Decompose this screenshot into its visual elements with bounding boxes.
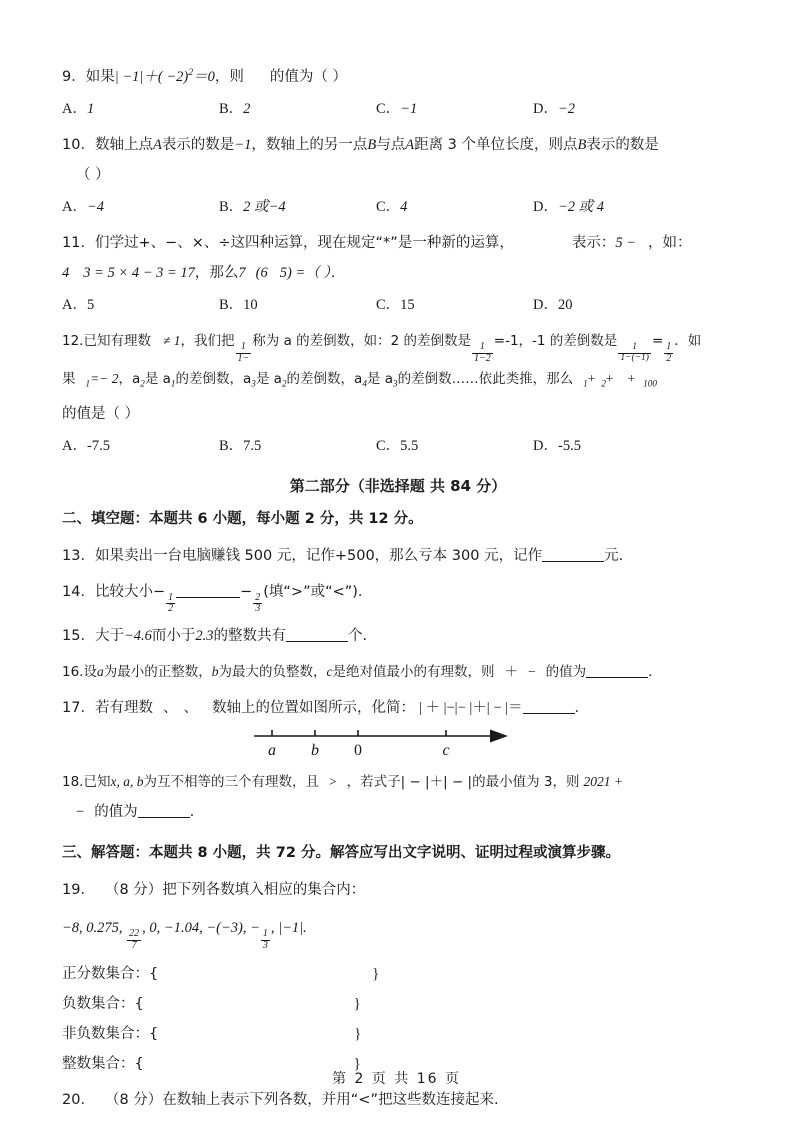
question-9 [62, 58, 734, 92]
question-12-line2 [62, 364, 734, 399]
option-d-value: −2 或 4 [557, 198, 605, 215]
question-12-l2-f: 是 a [255, 371, 282, 388]
question-11-line2-c: ，那么 [194, 264, 239, 281]
question-10-var-a: A [152, 136, 162, 153]
set-close-brace: } [372, 966, 380, 983]
option-c[interactable] [376, 431, 533, 461]
number-line-figure [62, 725, 734, 765]
q19-number-7: |−1|. [278, 919, 307, 936]
subscript-9: 2 [601, 378, 606, 389]
option-a-key: A． [62, 100, 87, 117]
section-two-heading: 二、填空题：本题共 6 小题，每小题 2 分，共 12 分。 [62, 510, 423, 527]
question-17-text-c: 、 [183, 699, 198, 716]
question-14-text-b: − [240, 583, 253, 600]
fraction-4-numerator: 1 [666, 341, 672, 353]
option-c-value: −1 [400, 100, 418, 117]
set-row-positive-fractions [62, 959, 734, 989]
question-9-stem-cn3: 的值为（ ） [269, 68, 347, 85]
fraction-half-denominator: 2 [168, 603, 174, 615]
question-10-var-b: B [367, 136, 377, 153]
option-c-key: C． [376, 100, 401, 117]
subscript-5: 2 [281, 378, 287, 389]
fraction-half [166, 593, 175, 615]
question-16-var-a: a [96, 663, 104, 679]
option-b[interactable] [219, 290, 376, 320]
subscript-2: 2 [140, 378, 145, 389]
question-18-gt: > [328, 773, 337, 789]
question-9-stem-cn2: ，则 [214, 68, 244, 85]
question-18-minus: − [76, 803, 85, 820]
question-16-number: 16. [62, 663, 84, 680]
option-d[interactable] [533, 94, 690, 124]
subscript-6: 4 [362, 378, 367, 389]
q19-number-6-sign: − [250, 919, 260, 936]
question-18-l1-e: | − |＋| − |的最小值为 3，则 [400, 773, 580, 790]
question-10-text-d: 与点 [376, 136, 406, 153]
page-content [62, 52, 734, 1115]
question-15-val-b: 2.3 [195, 627, 214, 644]
question-11-line1-b: 表示： [571, 234, 616, 251]
q19-number-2: 0.275 [86, 919, 119, 936]
number-line-label-zero: 0 [354, 741, 362, 759]
question-12-line3 [62, 399, 734, 429]
question-12-l1-e: =-1，-1 的差倒数是 [493, 332, 618, 349]
subscript-1: 1 [85, 378, 91, 389]
question-20-score: （8 分） [104, 1092, 163, 1109]
question-17-number: 17． [62, 699, 95, 716]
subscript-4: 3 [251, 378, 256, 389]
option-b-key: B． [219, 198, 244, 215]
option-b-key: B． [219, 437, 244, 454]
question-12-plus-3: + [627, 371, 636, 387]
question-12-options [62, 431, 734, 461]
fraction-2-numerator: 1 [472, 342, 493, 354]
section-three-heading: 三、解答题：本题共 8 小题，共 72 分。解答应写出文字说明、证明过程或演算步骤。 [62, 844, 620, 861]
question-15-val-a: −4.6 [123, 627, 152, 644]
question-16-minus: − [527, 663, 536, 679]
question-16-text-c: 为最大的负整数， [218, 663, 327, 680]
question-18-l2-c: ． [189, 803, 205, 820]
question-10 [62, 130, 734, 160]
question-15-text-c: 的整数共有 [213, 627, 286, 644]
q19-number-1: −8 [62, 919, 80, 936]
fraction-3-numerator: 1 [618, 343, 651, 354]
question-15 [62, 621, 734, 651]
subscript-7: 3 [393, 378, 398, 389]
question-15-text-a: 大于 [94, 627, 124, 644]
subscript-8: 1 [583, 378, 588, 389]
question-12-l1-c: ，我们把 [180, 332, 235, 349]
option-b[interactable] [219, 192, 376, 222]
question-10-var-c: A [405, 136, 415, 153]
option-a-key: A． [62, 437, 87, 454]
question-19-text: 把下列各数填入相应的集合内： [162, 881, 366, 898]
option-c-key: C． [376, 437, 401, 454]
question-11-number: 11． [62, 234, 95, 251]
question-17-text-a: 若有理数 [94, 699, 153, 716]
q19-fraction-2-denominator: 3 [262, 939, 268, 951]
question-12-l2-c: ，a [118, 371, 141, 388]
set-row-negative [62, 989, 734, 1019]
question-15-number: 15． [62, 627, 95, 644]
question-10-val-b: −1 [234, 136, 252, 153]
fraction-two-thirds-denominator: 3 [255, 603, 261, 615]
option-a-value: 1 [86, 100, 95, 117]
option-c-value: 5.5 [400, 437, 419, 454]
question-12-l2-a: 果 [62, 371, 76, 388]
option-b[interactable] [219, 94, 376, 124]
option-c-key: C． [376, 296, 401, 313]
option-d[interactable] [533, 431, 690, 461]
q19-fraction-1-3 [261, 929, 270, 951]
question-12-l2-e: 的差倒数，a [175, 371, 252, 388]
question-15-text-b: 而小于 [151, 627, 196, 644]
page-footer: 第 2 页 共 16 页 [332, 1071, 461, 1087]
question-16-text-g: 的值为 [545, 663, 587, 680]
question-10-cont [62, 160, 734, 190]
question-18-l1-d: ，若式子 [346, 773, 401, 790]
question-9-stem-cn: 如果 [85, 68, 115, 85]
question-12 [62, 326, 734, 364]
set-label: 整数集合：{ [62, 1056, 144, 1073]
fraction-2-denominator: 1−2 [474, 352, 491, 364]
question-10-text-g: （ ） [76, 166, 110, 183]
question-11 [62, 228, 734, 258]
question-9-exponent: 2 [188, 67, 194, 78]
question-19-numbers: −8, 0.275, $\frac{22}{7}$ , 0, −1.04, −(−3), − $\frac{1}{3}$ , |−1|. [62, 919, 307, 951]
fraction-two-thirds [253, 593, 262, 615]
question-16-text-d: 是绝对值最小的有理数，则 [332, 663, 495, 680]
fraction-1-denominator: 1− [237, 352, 250, 364]
fraction-4 [664, 342, 673, 364]
option-b-value: 2 或−4 [243, 198, 286, 215]
question-14 [62, 577, 734, 615]
question-10-text-b: 表示的数是 [161, 136, 235, 153]
option-a[interactable] [62, 192, 219, 222]
option-d-value: -5.5 [557, 437, 581, 454]
question-17-text-f: ． [574, 699, 590, 716]
set-label: 负数集合：{ [62, 996, 144, 1013]
q19-fraction-2-numerator: 1 [262, 928, 268, 940]
question-20 [62, 1085, 734, 1115]
q19-fraction-1-numerator: 22 [129, 928, 140, 940]
fraction-3-denominator: 1−(−1) [620, 352, 649, 363]
question-14-number: 14． [62, 583, 95, 600]
question-13-text-a: 如果卖出一台电脑赚钱 500 元，记作+500，那么亏本 300 元，记作 [94, 547, 543, 564]
q19-fraction-1-denominator: 7 [131, 939, 137, 951]
number-line-label-b: b [311, 741, 319, 759]
option-a-value: -7.5 [86, 437, 110, 454]
question-10-var-d: B [577, 136, 587, 153]
question-16-plus: ＋ [504, 663, 518, 679]
answer-blank[interactable] [542, 547, 604, 562]
question-14-text-a: 比较大小− [94, 583, 166, 600]
question-16 [62, 657, 734, 687]
answer-blank[interactable] [586, 664, 648, 678]
option-a-key: A． [62, 296, 87, 313]
question-11-line1-a: 们学过+、−、×、÷这四种运算，现在规定“*”是一种新的运算， [94, 234, 514, 251]
fraction-2 [472, 342, 493, 364]
option-b-key: B． [219, 296, 244, 313]
option-b-key: B． [219, 100, 244, 117]
question-12-l2-b: =− 2 [90, 371, 119, 387]
question-19-score: （8 分） [104, 881, 163, 898]
subscript-3: 1 [170, 378, 176, 389]
number-line-svg [252, 725, 512, 765]
option-c-key: C． [376, 198, 401, 215]
number-line-label-a: a [268, 741, 276, 759]
question-20-text: 在数轴上表示下列各数，并用“<”把这些数连接起来. [162, 1092, 499, 1109]
question-12-l1-a: 已知有理数 [83, 332, 151, 349]
question-9-number: 9． [62, 68, 86, 85]
question-18-l1-a: 已知 [83, 773, 111, 790]
question-12-plus-1: + [587, 371, 596, 387]
subscript-10: 100 [643, 378, 657, 389]
question-9-expr: | −1|＋( −2) [114, 68, 189, 85]
question-16-text-b: 为最小的正整数， [103, 663, 212, 680]
question-10-options [62, 192, 734, 222]
option-c-value: 15 [400, 296, 415, 313]
question-16-var-b: b [211, 663, 219, 679]
question-13-number: 13． [62, 547, 95, 564]
question-11-line1-d: ，如： [648, 234, 692, 251]
option-b-value: 2 [243, 100, 251, 117]
option-b-value: 7.5 [243, 437, 262, 454]
question-12-l2-i: 的差倒数……依此类推，那么 [397, 371, 574, 388]
question-12-l1-g: ．如 [674, 332, 702, 349]
question-10-number: 10． [62, 136, 95, 153]
question-14-text-c: (填“>”或“<”)． [263, 583, 373, 600]
question-18-line2 [62, 797, 734, 827]
question-16-var-c: c [326, 663, 333, 679]
option-a[interactable] [62, 94, 219, 124]
option-d-key: D． [533, 198, 558, 215]
question-18 [62, 767, 734, 797]
question-11-line2-e: (6 [255, 264, 268, 281]
question-12-l2-g: 的差倒数，a [286, 371, 363, 388]
option-d-value: 20 [557, 296, 573, 313]
question-18-l1-b: 为互不相等的三个有理数，且 [143, 773, 319, 790]
question-18-l1-f: 2021 + [583, 773, 623, 789]
question-13-text-b: 元. [604, 547, 624, 564]
question-12-l3: 的值是（ ） [62, 405, 140, 422]
fraction-3 [618, 343, 651, 364]
option-a[interactable] [62, 290, 219, 320]
fraction-1 [236, 342, 252, 364]
question-10-text-f: 表示的数是 [586, 136, 659, 153]
fraction-half-numerator: 1 [168, 591, 174, 603]
question-11-line2-d: 7 [238, 264, 246, 281]
q19-number-5: −(−3) [206, 919, 243, 936]
set-label: 正分数集合：{ [62, 966, 159, 983]
option-c[interactable] [376, 94, 533, 124]
option-c[interactable] [376, 192, 533, 222]
set-close-brace: } [353, 996, 361, 1013]
option-c[interactable] [376, 290, 533, 320]
option-d[interactable] [533, 192, 690, 222]
fraction-two-thirds-numerator: 2 [255, 591, 261, 603]
option-d-key: D． [533, 100, 558, 117]
question-10-text-a: 数轴上点 [94, 136, 153, 153]
option-a-key: A． [62, 198, 87, 215]
fraction-1-numerator: 1 [236, 342, 252, 354]
option-a-value: 5 [86, 296, 95, 313]
question-17-text-b: 、 [162, 699, 178, 716]
fraction-4-denominator: 2 [666, 352, 672, 364]
question-11-line2-a: 4 [62, 264, 70, 281]
set-close-brace: } [354, 1026, 362, 1043]
question-10-text-e: 距离 3 个单位长度，则点 [414, 136, 578, 153]
question-9-options [62, 94, 734, 124]
set-label: 非负数集合：{ [62, 1026, 159, 1043]
question-17-text-d: 数轴上的位置如图所示，化简： [211, 699, 415, 716]
question-11-options [62, 290, 734, 320]
question-20-number: 20． [62, 1092, 95, 1109]
q19-fraction-22-7 [127, 929, 141, 951]
question-18-vars: x, a, b [110, 773, 144, 789]
question-10-text-c: ，数轴上的另一点 [251, 136, 368, 153]
option-c-value: 4 [400, 198, 408, 215]
question-17-text-e: | ＋ |−|− |＋| − |＝ [418, 699, 523, 716]
answer-blank[interactable] [286, 627, 348, 642]
question-15-text-d: 个. [348, 627, 368, 644]
question-12-number: 12. [62, 332, 84, 349]
question-16-text-a: 设 [83, 663, 97, 680]
question-12-l2-h: 是 a [366, 371, 393, 388]
question-19-number: 19． [62, 881, 95, 898]
option-a-value: −4 [86, 198, 105, 215]
question-16-text-h: ． [648, 663, 662, 680]
answer-blank[interactable] [176, 583, 240, 598]
question-12-l1-b: ≠ 1 [162, 332, 181, 348]
option-a[interactable] [62, 431, 219, 461]
q19-number-3: 0 [149, 919, 157, 936]
option-d-value: −2 [557, 100, 576, 117]
option-d-key: D． [533, 296, 558, 313]
option-b[interactable] [219, 431, 376, 461]
question-9-expr2: ＝0 [193, 68, 215, 85]
question-12-l1-d: 称为 a 的差倒数，如：2 的差倒数是 [252, 332, 472, 349]
question-12-plus-2: + [605, 371, 614, 387]
q19-number-4: −1.04 [163, 919, 200, 936]
question-17 [62, 693, 734, 723]
set-close-brace: } [353, 1056, 361, 1073]
question-12-l1-f: = [651, 332, 664, 349]
question-18-number: 18. [62, 773, 84, 790]
question-11-line1-c: 5 − [615, 234, 636, 251]
question-11-line2-f: 5) =（ ）． [279, 264, 346, 281]
question-18-l2-b: 的值为 [94, 803, 138, 820]
question-11-line2 [62, 258, 734, 288]
answer-blank[interactable] [523, 699, 575, 714]
option-d-key: D． [533, 437, 558, 454]
option-b-value: 10 [243, 296, 258, 313]
question-11-line2-b: 3 = 5 × 4 − 3 = 17 [83, 264, 195, 281]
question-13 [62, 541, 734, 571]
question-19 [62, 875, 734, 905]
number-line-label-c: c [442, 741, 450, 759]
part-two-heading: 第二部分（非选择题 共 84 分） [289, 476, 507, 495]
set-row-non-negative [62, 1019, 734, 1049]
option-d[interactable] [533, 290, 690, 320]
answer-blank[interactable] [138, 803, 190, 818]
question-12-l2-d: 是 a [144, 371, 171, 388]
